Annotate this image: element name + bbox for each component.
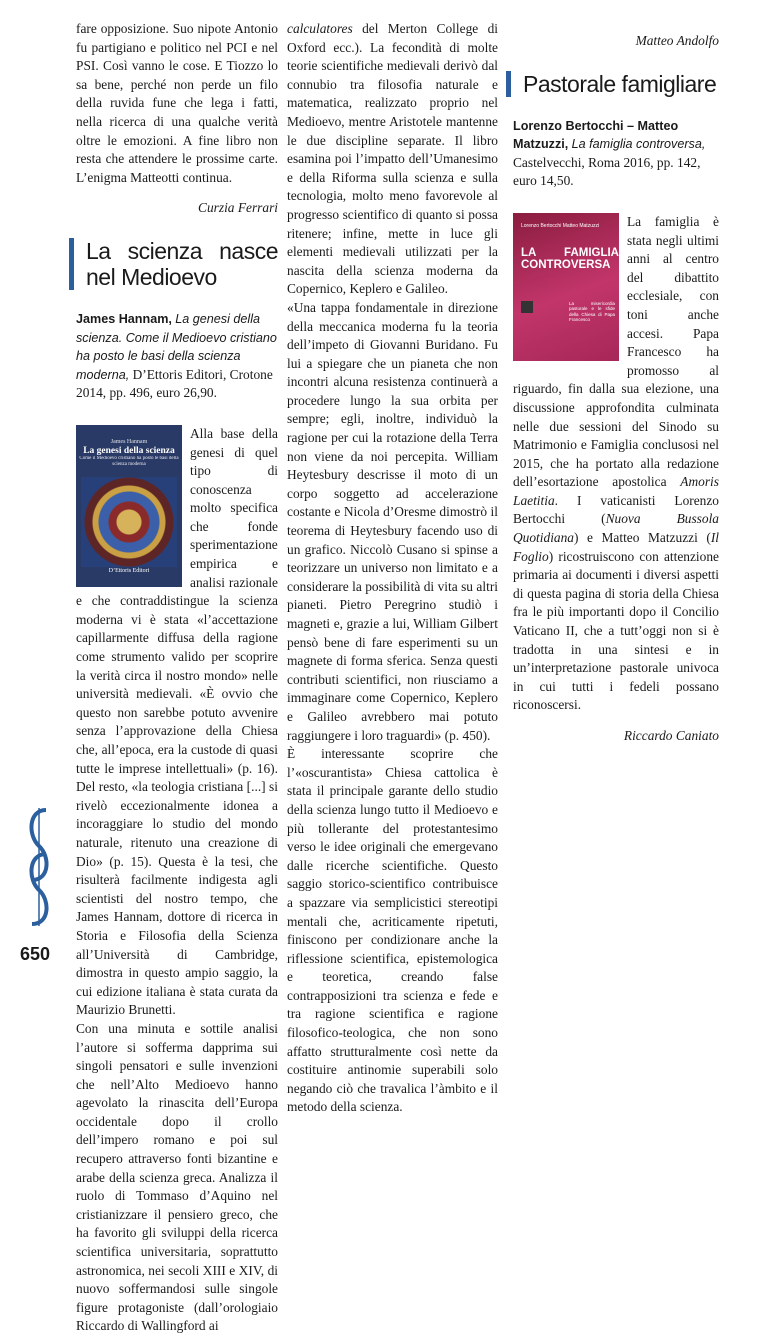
ref-publisher: Castelvecchi, Roma 2016, pp. 142, euro 14,50. bbox=[513, 154, 701, 189]
column-2 bbox=[287, 20, 498, 1117]
article-heading-scienza: La scienza nasce nel Medioevo bbox=[69, 238, 278, 290]
ref-author: James Hannam, bbox=[76, 311, 172, 326]
article1-paragraph-2-start: Con una minuta e sottile analisi l’autore si sofferma dapprima sui singoli pensatori e sulle invenzioni che nell’Alto Medioevo hanno agevolato la rinascita dell’Europa occidentale dopo il crollo dell’impero romano e poi sul recupero attraverso fonti bizantine e arabe della scienza greca. Analizza il ruolo di Tommaso d’Aquino nel cristianizzare il pensiero greco, che ha favorito gli sviluppi della ricerca scientifica universitaria, soprattutto astronomica, nei secoli XIII e XIV, di nuovo soffermandosi sulle singole figure protagoniste (dall’orologiaio Riccardo di Wallingford ai bbox=[76, 1020, 278, 1334]
cover-title: La genesi della scienza bbox=[83, 445, 175, 456]
article-heading-pastorale: Pastorale famigliare bbox=[506, 71, 719, 97]
page-number: 650 bbox=[20, 944, 51, 964]
ref-publisher: D’Ettoris Editori, Crotone 2014, pp. 496, euro 26,90. bbox=[76, 366, 273, 401]
book-reference-hannam bbox=[76, 310, 278, 403]
article1-paragraph-3: «Una tappa fondamentale in direzione della meccanica moderna fu la teoria dell’impeto di Giovanni Buridano. Fu lui a spiegare che un pianeta che non incontri alcuna resistenza continuerà a procedere lungo la sua orbita per sempre; egli, inoltre, individuò la ragione per cui la rotazione della Terra non viene da noi percepita. William Heytesbury descrisse il moto di un corpo soggetto ad accelerazione costante e Nicola d’Oresme dimostrò il teorema di Heytesbury facendo uso di un grafico. Niccolò Cusano si spinse a teorizzare un universo non limitato e a considerare la possibilità di vita su altri pianeti. Pietro Peregrino studiò i magneti e, grazie a lui, William Gilbert pensò bene di fare esperimenti su un magnete di forma sferica. Senza questi contributi scientifici, non riusciamo a immaginare come Copernico, Keplero e Galileo avrebbero mai potuto raggiungere i loro traguardi» (p. 450). bbox=[287, 299, 498, 743]
signature-curzia-ferrari: Curzia Ferrari bbox=[198, 200, 278, 216]
book-reference-bertocchi bbox=[513, 117, 719, 191]
cover-subtitle: Come il Medioevo cristiano ha posto le basi della scienza moderna bbox=[79, 455, 179, 467]
cover-title: LA FAMIGLIA CONTROVERSA bbox=[521, 246, 619, 271]
cover-authors: Lorenzo Bertocchi Matteo Matzuzzi bbox=[521, 222, 600, 229]
publisher-logo-icon bbox=[521, 301, 533, 313]
column-1 bbox=[76, 20, 278, 1336]
cover-illustration bbox=[81, 477, 177, 567]
article1-paragraph-2-cont: calculatores del Merton College di Oxford ecc.). La fecondità di molte teorie scientifiche medievali derivò dal connubio tra filosofia naturale e matematica, realizzato proprio nel Medioevo, mentre Aristotele mantenne le due discipline separate. Il libro esamina poi l’impatto dell’Umanesimo e della Riforma sulla scienza e sulla tecnologia, molto meno favorevole al progresso scientifico di quanto si possa ritenere; infine, mette in luce gli elementi medievali utilizzati per la nascita della scienza moderna da Copernico, Keplero e Galileo. bbox=[287, 21, 498, 297]
prev-review-end: fare opposizione. Suo nipote Antonio fu partigiano e politico nel PCI e nel PSI. Così vanno le cose. E Tiozzo lo sa bene, perché non perde un filo della ruvida fune che lega i fatti, nella ricerca di una qualche verità oltre le emozioni. A fine libro non resta che attendere le prossime carte. L’enigma Matteotti continua. bbox=[76, 21, 278, 185]
ref-authors: Lorenzo Bertocchi – Matteo Matzuzzi, bbox=[513, 118, 679, 152]
signature-matteo-andolfo: Matteo Andolfo bbox=[635, 33, 719, 48]
ref-title: La famiglia controversa, bbox=[571, 137, 706, 152]
cover-publisher: D’Ettoris Editori bbox=[108, 568, 150, 575]
column-3 bbox=[513, 20, 719, 746]
book-cover-famiglia bbox=[513, 213, 619, 361]
cover-author: James Hannam bbox=[110, 438, 148, 445]
cover-subtitle: La misericordia pastorale e le sfide della Chiesa di Papa Francesco bbox=[569, 300, 615, 323]
journal-logo-icon bbox=[22, 806, 56, 928]
article1-paragraph-1: Alla base della genesi di quel tipo di conoscenza molto specifica che fonde sperimentazione empirica e analisi razionale e che contraddistingue la scienza moderna vi è stata «l’accettazione capillarmente diffusa della ragione come strumento valido per scoprire la verità circa il nostro mondo» nelle università medievali. «È ovvio che questo non sarebbe potuto avvenire senza l’approvazione della Chiesa che, all’epoca, era la custode di quasi tutte le imprese intellettuali» (p. 16). Del resto, «la teologia cristiana [...] si rivelò eccezionalmente idonea a incoraggiare lo studio del mondo naturale, ritenuto una creazione di Dio» (p. 15). Questa è la tesi, che risulterà facilmente indigesta agli scientisti del nostro tempo, che James Hannam, dottore di ricerca in Storia e Filosofia della Scienza all’Università di Cambridge, dimostra in questo ampio saggio, la cui edizione italiana è stata curata da Maurizio Brunetti. bbox=[76, 425, 278, 1018]
ref-title: La genesi della scienza. Come il Medioevo cristiano ha posto le basi della scienza moderna, bbox=[76, 311, 277, 382]
book-cover-genesi bbox=[76, 425, 182, 587]
signature-riccardo-caniato: Riccardo Caniato bbox=[623, 728, 719, 743]
article1-paragraph-4: È interessante scoprire che l’«oscurantista» Chiesa cattolica è stata il principale garante dello studio della scienza lungo tutto il Medioevo e più tollerante del protestantesimo verso le idee originali che emergevano dalle ricerche scientifiche. Questo saggio storico-scientifico contribuisce a spazzare via semplicistici stereotipi mentali che, acriticamente ripetuti, finiscono per condizionare anche la riflessione scientifica, epistemologica e teoretica, creando false contrapposizioni tra scienza e fede e tra ragione scientifica e ragione filosofico-teologica, che non sono affatto strutturalmente così nette da costituire antinomie superabili solo negando ciò che travalica l’àmbito e il metodo della scienza. bbox=[287, 746, 498, 1115]
article2-paragraph: La famiglia è stata negli ultimi anni al centro del dibattito ecclesiale, con toni anche accesi. Papa Francesco ha promosso al riguardo, fin dalla sua elezione, una discussione approfondita culminata nelle due sessioni del Sinodo su Matrimonio e Famiglia conclusosi nel 2015, che ha portato alla redazione dell’esortazione apostolica Amoris Laetitia. I vaticanisti Lorenzo Bertocchi (Nuova Bussola Quotidiana) e Matteo Matzuzzi (Il Foglio) ricostruiscono con attenzione primaria ai documenti i diversi aspetti di questa pagina di storia della Chiesa fra le più importanti dopo il Concilio Vaticano II, che a tutt’oggi non si è tradotta in una sintesi e in un’interpretazione pastorale univoca in cui tutti i fedeli possano riconoscersi. bbox=[513, 213, 720, 713]
